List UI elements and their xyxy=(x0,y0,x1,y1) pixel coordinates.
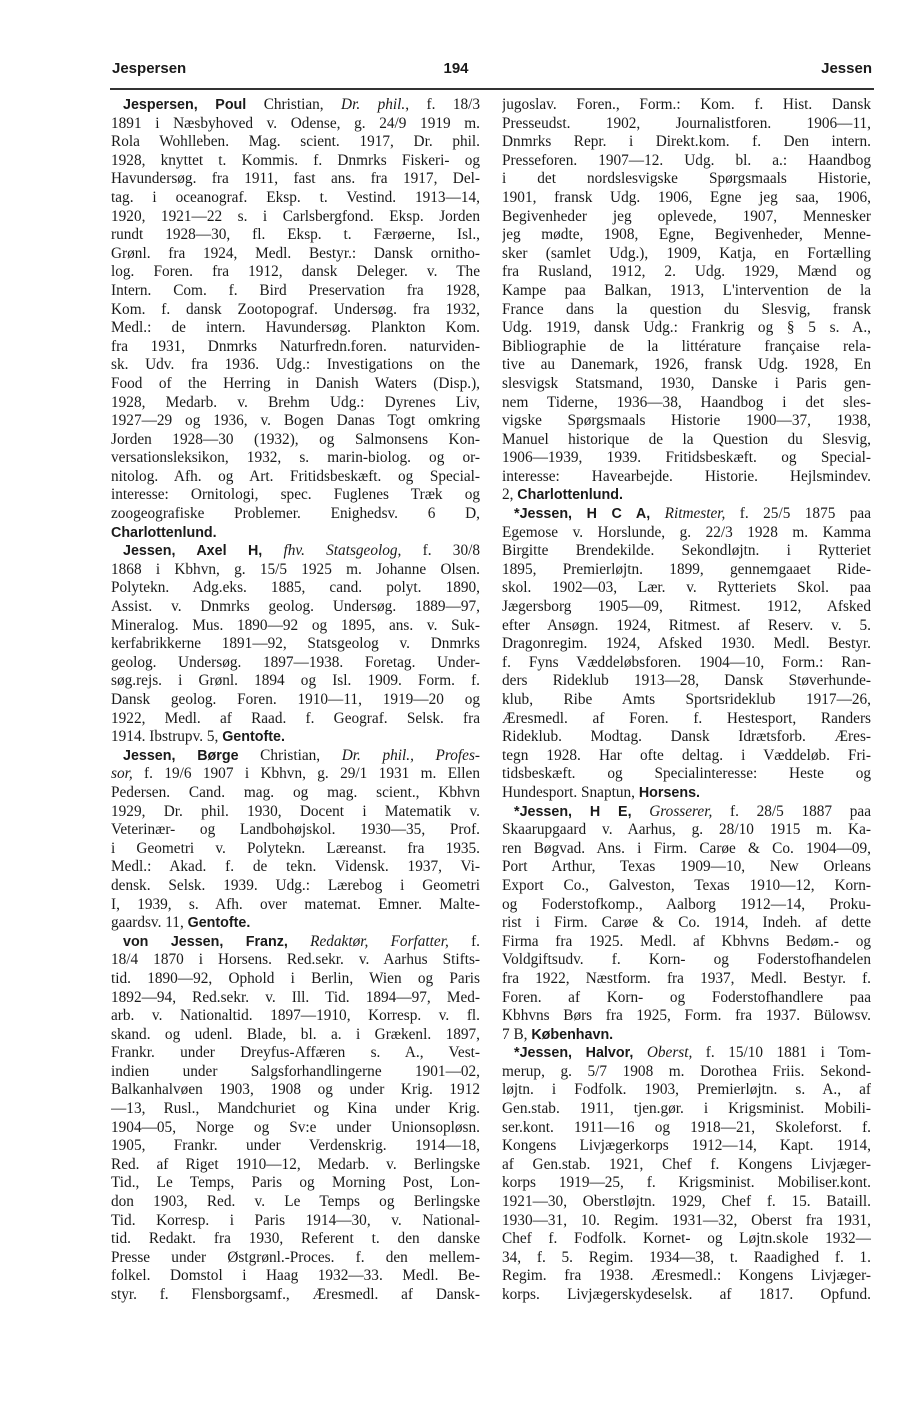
text-line: Polytekn. Adg.eks. 1885, cand. polyt. 1890, xyxy=(111,579,480,597)
text-line: 1906—1939, 1939. Fritidsbeskæft. og Special- xyxy=(502,449,871,467)
text-line: slesvigsk Statsmand, 1930, Danske i Paris gen- xyxy=(502,374,871,392)
running-head-right: Jessen xyxy=(821,60,872,77)
italic-title: sor, xyxy=(111,765,133,783)
text-line xyxy=(502,486,871,505)
text-line: Kom. f. dansk Zootopograf. Undersøg. fra 1932, xyxy=(111,300,480,318)
text-line: Dansk geolog. Foren. 1910—11, 1919—20 og xyxy=(111,691,480,708)
text-line: søg.rejs. i Grønl. 1894 og Isl. 1909. Form. f. xyxy=(111,672,480,690)
directory-entry xyxy=(502,1044,871,1304)
text-segment xyxy=(262,542,283,559)
text-line: tag. i oceanograf. Eksp. t. Vestind. 1913—14, xyxy=(111,188,480,206)
text-line: Jægersborg 1905—09, Ritmest. 1912, Afsked xyxy=(502,598,871,616)
text-line: styr. f. Flensborgsamf., Æresmedl. af Dansk- xyxy=(111,1286,480,1303)
text-line: i det nordslesvigske Spørgsmaals Historie, xyxy=(502,170,871,188)
text-line: geolog. Undersøg. 1897—1938. Foretag. Under- xyxy=(111,653,480,671)
text-segment: f. 25/5 1875 paa xyxy=(725,505,871,523)
text-line: i Geometri v. Polytekn. Læreanst. fra 1935. xyxy=(111,839,480,857)
text-line: densk. Selsk. 1939. Udg.: Lærebog i Geometri xyxy=(111,876,480,894)
text-segment: , f. 18/3 xyxy=(405,96,480,113)
text-line: Birgitte Brendekilde. Sekondløjtn. i Rytteriet xyxy=(502,542,871,560)
directory-entry xyxy=(502,803,871,1045)
directory-entry xyxy=(111,96,480,542)
text-line: Rola Wohlleben. Mag. scient. 1917, Dr. phil. xyxy=(111,133,480,151)
text-line: don 1903, Red. v. Le Temps og Berlingske xyxy=(111,1193,480,1211)
text-line: ders Rideklub 1913—28, Dansk Støverhunde- xyxy=(502,672,871,690)
italic-title: fhv. Statsgeolog, xyxy=(283,542,402,560)
italic-title: Dr. phil. xyxy=(341,96,406,113)
text-line: interesse: Havearbejde. Historie. Hejlsmindev. xyxy=(502,467,871,485)
italic-title: Redaktør, Forfatter, xyxy=(310,932,449,950)
text-line: sk. Udv. fra 1936. Udg.: Investigations on the xyxy=(111,356,480,374)
text-line: Firma fra 1925. Medl. af Kbhvns Bedøm.- og xyxy=(502,932,871,950)
text-line: Manuel historique de la Question du Slesvig, xyxy=(502,430,871,448)
text-line: nem Tiderne, 1936—38, Haandbog i det sles- xyxy=(502,393,871,411)
text-line: Grønl. fra 1924, Medl. Bestyr.: Dansk ornitho- xyxy=(111,244,480,262)
text-line: Kbhvns Børs fra 1925, Form. fra 1937. Bülowsv. xyxy=(502,1007,871,1025)
text-line: 1901, fransk Udg. 1906, Egne jeg saa, 1906, xyxy=(502,188,871,206)
text-line xyxy=(111,933,480,952)
text-segment xyxy=(632,803,650,820)
text-line xyxy=(111,747,480,766)
text-segment: 7 B, xyxy=(502,1025,532,1043)
italic-title: Grosserer, xyxy=(649,802,713,820)
text-line: tive au Danemark, 1926, fransk Udg. 1928, En xyxy=(502,356,871,374)
text-line: Red. af Riget 1910—12, Medarb. v. Berlingske xyxy=(111,1155,480,1173)
text-line: korps. Livjægerskydeselsk. af 1817. Opfund. xyxy=(502,1286,871,1303)
text-line: Begivenheder jeg oplevede, 1907, Mennesker xyxy=(502,207,871,225)
text-line xyxy=(502,1044,871,1063)
text-line: Intern. Com. f. Bird Preservation fra 1928, xyxy=(111,281,480,299)
text-line: 1892—94, Red.sekr. v. Ill. Tid. 1894—97, Med- xyxy=(111,988,480,1006)
text-segment xyxy=(288,933,310,950)
text-line: interesse: Ornitologi, spec. Fuglenes Træk og xyxy=(111,486,480,504)
text-line: Pedersen. Cand. mag. og mag. scient., Kbhvn xyxy=(111,783,480,801)
text-line xyxy=(111,728,480,747)
text-line: tegn 1928. Har ofte deltag. i Væddeløb. Fri- xyxy=(502,746,871,764)
italic-title: Ritmester, xyxy=(664,505,726,523)
text-line: 1921—30, Oberstløjtn. 1929, Chef f. 15. Bataill. xyxy=(502,1193,871,1211)
bold-heading: von Jessen, Franz, xyxy=(123,933,288,950)
text-line: Kongens Livjægerkorps 1912—14, Kapt. 1914, xyxy=(502,1137,871,1155)
text-line: tid. 1890—92, Ophold i Berlin, Wien og Paris xyxy=(111,969,480,987)
text-line xyxy=(502,1026,871,1045)
text-line: efter Ansøgn. 1924, Ritmest. af Reserv. v. 5. xyxy=(502,616,871,634)
text-line: løjtn. i Fodfolk. 1903, Premierløjtn. s. A., af xyxy=(502,1081,871,1099)
text-line: tidsbeskæft. og Specialinteresse: Heste og xyxy=(502,765,871,783)
text-line xyxy=(111,542,480,561)
text-line: f. Fyns Væddeløbsforen. 1904—10, Form.: Ran- xyxy=(502,653,871,671)
directory-entry xyxy=(111,542,480,747)
text-line: Tid. Korresp. i Paris 1914—30, v. National- xyxy=(111,1211,480,1229)
text-line: France dans la question du Slesvig, fransk xyxy=(502,300,871,318)
text-line: korps 1919—25, f. Krigsminist. Mobiliser.kont. xyxy=(502,1174,871,1192)
bold-heading: Horsens. xyxy=(638,784,701,801)
header-rule xyxy=(110,88,874,90)
text-line: klub, Ribe Amts Sportsrideklub 1917—26, xyxy=(502,691,871,708)
text-line xyxy=(502,784,871,803)
text-line: ren Bøgvad. Ans. i Firm. Carøe & Co. 1904—09, xyxy=(502,839,871,857)
text-line: vigske Spørgsmaals Historie 1900—37, 1938, xyxy=(502,412,871,430)
text-line xyxy=(502,505,871,524)
text-line: fra 1931, Dnmrks Naturfredn.foren. naturviden- xyxy=(111,337,480,355)
text-line: 34, f. 5. Regim. 1934—38, t. Raadighed f. 1. xyxy=(502,1248,871,1266)
text-segment: Christian, xyxy=(246,96,342,113)
text-line: Frankr. under Dreyfus-Affæren s. A., Vest- xyxy=(111,1044,480,1062)
bold-heading: Gentofte. xyxy=(222,729,285,746)
text-line: folkel. Domstol i Haag 1932—33. Medl. Be- xyxy=(111,1267,480,1285)
text-segment: 1914. Ibstrupv. 5, xyxy=(111,728,223,746)
directory-entry xyxy=(502,96,871,505)
text-line xyxy=(111,96,480,115)
text-segment: f. 19/6 1907 i Kbhvn, g. 29/1 1931 m. Ellen xyxy=(132,765,480,783)
text-line: rist i Firm. Carøe & Co. 1914, Indeh. af dette xyxy=(502,914,871,932)
bold-heading: Charlottenlund. xyxy=(517,487,623,504)
text-line: 1905, Frankr. under Verdenskrig. 1914—18, xyxy=(111,1137,480,1155)
text-line: Presseforen. 1907—12. Udg. bl. a.: Haandbog xyxy=(502,151,871,169)
text-line: Tid., Le Temps, Paris og Morning Post, Lon- xyxy=(111,1174,480,1192)
directory-entry xyxy=(111,933,480,1305)
bold-heading: Jessen, Børge xyxy=(123,747,239,764)
text-line xyxy=(111,914,480,933)
text-line: 1929, Dr. phil. 1930, Docent i Matematik v. xyxy=(111,802,480,820)
text-line: Dnmrks Repr. i Direkt.kom. f. Den intern. xyxy=(502,133,871,151)
page-number: 194 xyxy=(443,60,469,77)
column-right xyxy=(502,96,871,1305)
text-line: Medl.: Akad. f. de tekn. Vidensk. 1937, Vi- xyxy=(111,858,480,876)
text-line: Æresmedl. af Foren. f. Hestesport, Randers xyxy=(502,709,871,727)
text-line: Balkanhalvøen 1903, 1908 og under Krig. 1912 xyxy=(111,1081,480,1099)
text-line: Regim. fra 1938. Æresmedl.: Kongens Livjæger- xyxy=(502,1267,871,1285)
text-segment: f. 15/10 1881 i Tom- xyxy=(692,1044,871,1062)
text-line: Dragonregim. 1924, Afsked 1930. Medl. Bestyr. xyxy=(502,635,871,653)
text-line: Presseudst. 1902, Journalistforen. 1906—11, xyxy=(502,114,871,132)
text-line: 1922, Medl. af Raad. f. Geograf. Selsk. fra xyxy=(111,709,480,727)
italic-title: Oberst, xyxy=(646,1044,693,1062)
running-head-left: Jespersen xyxy=(112,60,187,77)
text-segment: f. xyxy=(448,932,480,950)
text-line: 1927—29 og 1936, v. Bogen Danas Togt omkring xyxy=(111,412,480,430)
text-line: Export Co., Galveston, Texas 1910—12, Korn- xyxy=(502,876,871,894)
text-line: 1928, Medarb. v. Brehm Udg.: Dyrenes Liv, xyxy=(111,393,480,411)
text-line: log. Foren. fra 1912, dansk Deleger. v. The xyxy=(111,263,480,281)
text-line: kerfabrikkerne 1891—92, Statsgeolog v. Dnmrks xyxy=(111,635,480,653)
text-line: rundt 1928—30, fl. Eksp. t. Færøerne, Isl., xyxy=(111,226,480,244)
bold-heading: Jespersen, Poul xyxy=(123,97,247,113)
text-segment: gaardsv. 11, xyxy=(111,914,188,932)
text-line: skol. 1902—03, Lær. v. Rytteriets Skol. paa xyxy=(502,579,871,597)
text-line: og Foderstofkomp., Aalborg 1912—14, Proku- xyxy=(502,895,871,913)
text-line: Rideklub. Modtag. Dansk Idrætsforb. Æres- xyxy=(502,728,871,746)
text-segment xyxy=(650,505,664,522)
text-line: —13, Rusl., Mandchuriet og Kina under Krig. xyxy=(111,1100,480,1118)
text-line: Veterinær- og Landbohøjskol. 1930—35, Prof. xyxy=(111,821,480,839)
text-line: versationsleksikon, 1932, s. marin-biolog. og or- xyxy=(111,449,480,467)
text-line: merup, g. 5/7 1908 m. Dorothea Friis. Sekond- xyxy=(502,1062,871,1080)
text-line: skand. og udenl. Blade, bl. a. i Grækenl. 1897, xyxy=(111,1025,480,1043)
text-line: Egemose v. Horslunde, g. 22/3 1928 m. Kamma xyxy=(502,523,871,541)
bold-heading: Charlottenlund. xyxy=(111,524,217,541)
text-line: ser.kont. 1911—16 og 1918—21, Skoleforst. f. xyxy=(502,1118,871,1136)
directory-entry xyxy=(111,747,480,933)
text-line: sker (samlet Udg.), 1909, Katja, en Fortælling xyxy=(502,244,871,262)
text-line: tid. Redakt. fra 1930, Referent t. den danske xyxy=(111,1230,480,1248)
text-line: Udg. 1919, dansk Udg.: Frankrig og § 5 s. A., xyxy=(502,319,871,337)
text-line: af Gen.stab. 1921, Chef f. Kongens Livjæger- xyxy=(502,1155,871,1173)
column-left xyxy=(111,96,480,1305)
text-line xyxy=(502,803,871,822)
text-line xyxy=(111,765,480,784)
text-line: Assist. v. Dnmrks geolog. Undersøg. 1889—97, xyxy=(111,598,480,616)
bold-heading: København. xyxy=(531,1026,614,1043)
text-segment: f. 30/8 xyxy=(401,542,480,560)
bold-heading: *Jessen, H C A, xyxy=(514,506,651,523)
text-line: jugoslav. Foren., Form.: Kom. f. Hist. Dansk xyxy=(502,96,871,113)
text-line xyxy=(111,524,480,543)
text-line: Foren. af Korn- og Foderstofhandlere paa xyxy=(502,988,871,1006)
bold-heading: *Jessen, Halvor, xyxy=(514,1045,634,1062)
text-line: Port Arthur, Texas 1909—10, New Orleans xyxy=(502,858,871,876)
text-line: fra 1922, Næstform. fra 1937, Medl. Bestyr. f. xyxy=(502,969,871,987)
text-line: 1930—31, 10. Regim. 1931—32, Oberst fra 1931, xyxy=(502,1211,871,1229)
bold-heading: Jessen, Axel H, xyxy=(123,543,263,560)
directory-entry xyxy=(502,505,871,803)
text-line: Chef f. Fodfolk. Kornet- og Løjtn.skole 1932— xyxy=(502,1230,871,1248)
text-line: Kampe paa Balkan, 1913, L'intervention de la xyxy=(502,281,871,299)
text-line: zoogeografiske Problemer. Enighedsv. 6 D, xyxy=(111,505,480,523)
text-line: Medl.: de intern. Havundersøg. Plankton Kom. xyxy=(111,319,480,337)
text-line: indien under Salgsforhandlingerne 1901—02, xyxy=(111,1062,480,1080)
text-line: Gen.stab. 1911, tjen.gør. i Krigsminist. Mobili- xyxy=(502,1100,871,1118)
text-segment: f. 28/5 1887 paa xyxy=(712,802,871,820)
text-line: arb. v. Nationaltid. 1897—1910, Korresp. v. fl. xyxy=(111,1007,480,1025)
text-line: Havundersøg. fra 1911, fast ans. fra 1917, Del- xyxy=(111,170,480,188)
text-line: Voldgiftsudv. f. Korn- og Foderstofhandelen xyxy=(502,951,871,969)
text-line: 1928, knyttet t. Kommis. f. Dnmrks Fiskeri- og xyxy=(111,151,480,169)
text-line: Mineralog. Mus. 1890—92 og 1895, ans. v. Suk- xyxy=(111,616,480,634)
bold-heading: *Jessen, H E, xyxy=(514,803,632,820)
text-line: 1920, 1921—22 s. i Carlsbergfond. Eksp. Jorden xyxy=(111,207,480,225)
text-line: 1895, Premierløjtn. 1899, gennemgaaet Ride- xyxy=(502,560,871,578)
text-segment: Hundesport. Snaptun, xyxy=(502,783,639,801)
text-line: I, 1939, s. Afh. over matemat. Emner. Malte- xyxy=(111,895,480,913)
text-line: Presse under Østgrønl.-Proces. f. den mellem- xyxy=(111,1248,480,1266)
text-segment: Christian, xyxy=(238,746,342,764)
text-line: Jorden 1928—30 (1932), og Salmonsens Kon- xyxy=(111,430,480,448)
text-line: nitolog. Afh. og Art. Fritidsbeskæft. og Special- xyxy=(111,467,480,485)
text-line: jeg mødte, 1908, Egne, Begivenheder, Menne- xyxy=(502,226,871,244)
text-line: Bibliographie de la littérature française rela- xyxy=(502,337,871,355)
text-line: 18/4 1870 i Horsens. Red.sekr. v. Aarhus Stifts- xyxy=(111,951,480,969)
text-line: 1904—05, Norge og Sv:e under Unionsopløsn. xyxy=(111,1118,480,1136)
text-segment xyxy=(633,1044,647,1061)
bold-heading: Gentofte. xyxy=(187,915,251,932)
italic-title: Dr. phil., Profes- xyxy=(341,746,480,764)
text-line: Food of the Herring in Danish Waters (Disp.), xyxy=(111,374,480,392)
text-segment: 2, xyxy=(502,486,518,504)
text-line: 1891 i Næsbyhoved v. Odense, g. 24/9 1919 m. xyxy=(111,114,480,132)
text-line: fra Rusland, 1912, 2. Udg. 1929, Mænd og xyxy=(502,263,871,281)
text-line: Skaarupgaard v. Aarhus, g. 28/10 1915 m. Ka- xyxy=(502,821,871,839)
text-line: 1868 i Kbhvn, g. 15/5 1925 m. Johanne Olsen. xyxy=(111,560,480,578)
